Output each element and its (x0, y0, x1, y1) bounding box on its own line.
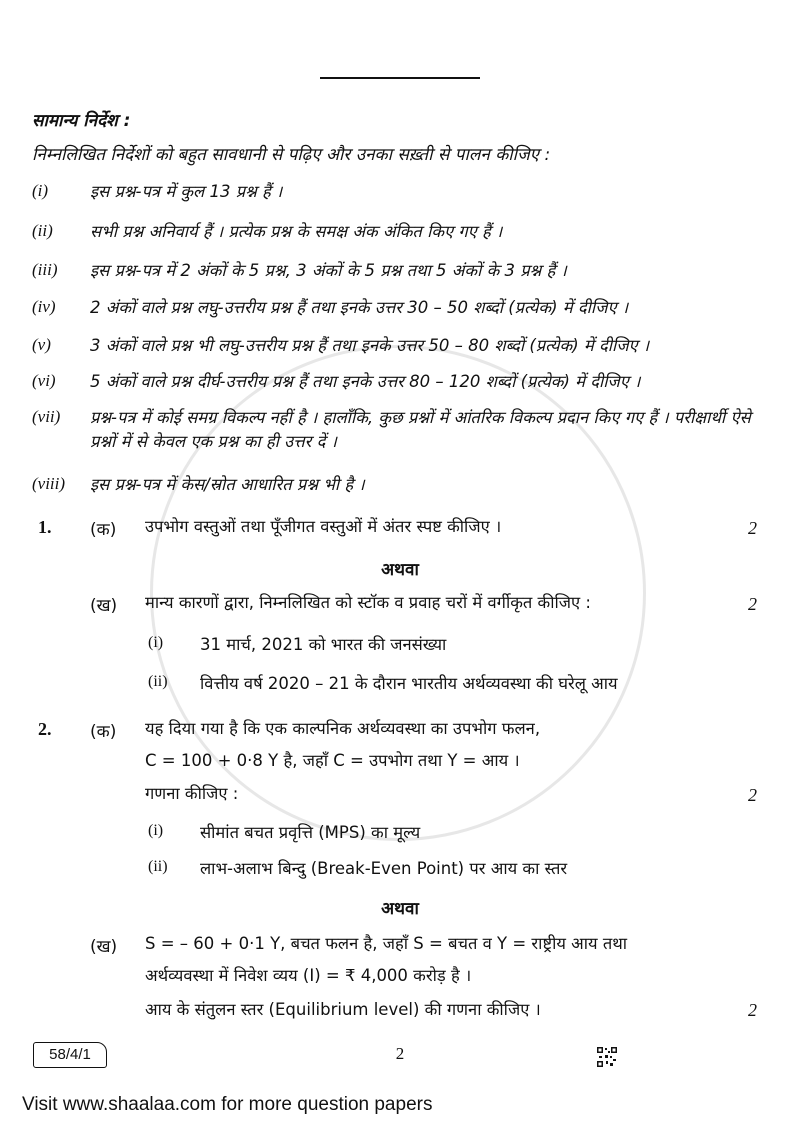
instruction-num: (v) (32, 335, 51, 354)
instruction-num: (iv) (32, 297, 56, 316)
marks: 2 (748, 594, 757, 614)
question-part-label: (ख) (90, 937, 118, 957)
instruction-num: (vi) (32, 371, 56, 390)
question-text: C = 100 + 0·8 Y है, जहाँ C = उपभोग तथा Y = आय । (145, 751, 520, 770)
sub-question-text: वित्तीय वर्ष 2020 – 21 के दौरान भारतीय अर्थव्यवस्था की घरेलू आय (200, 674, 618, 693)
instruction-text: 5 अंकों वाले प्रश्न दीर्घ-उत्तरीय प्रश्न हैं तथा इनके उत्तर 80 – 120 शब्दों (प्रत्येक) में दीजिए । (90, 372, 641, 391)
instruction-text: इस प्रश्न-पत्र में 2 अंकों के 5 प्रश्न, 3 अंकों के 5 प्रश्न तथा 5 अंकों के 3 प्रश्न हैं । (90, 261, 567, 280)
question-part-label: (क) (90, 722, 117, 742)
instruction-num: (i) (32, 181, 49, 200)
instruction-text: इस प्रश्न-पत्र में केस/स्रोत आधारित प्रश्न भी है । (90, 475, 365, 494)
instruction-text: इस प्रश्न-पत्र में कुल 13 प्रश्न हैं । (90, 182, 283, 201)
question-text: उपभोग वस्तुओं तथा पूँजीगत वस्तुओं में अंतर स्पष्ट कीजिए । (145, 517, 502, 536)
question-number: 2. (38, 719, 52, 739)
page-number: 2 (395, 1044, 405, 1063)
instruction-text: 2 अंकों वाले प्रश्न लघु-उत्तरीय प्रश्न हैं तथा इनके उत्तर 30 – 50 शब्दों (प्रत्येक) में दीजिए । (90, 298, 629, 317)
question-part-label: (ख) (90, 596, 118, 616)
sub-question-num: (i) (148, 634, 164, 651)
question-text: S = – 60 + 0·1 Y, बचत फलन है, जहाँ S = बचत व Y = राष्ट्रीय आय तथा (145, 934, 628, 953)
question-text: आय के संतुलन स्तर (Equilibrium level) की गणना कीजिए । (145, 1000, 541, 1019)
instruction-num: (vii) (32, 407, 61, 426)
question-text: गणना कीजिए : (145, 784, 239, 803)
paper-code: 58/4/1 (33, 1042, 107, 1068)
question-number: 1. (38, 517, 52, 537)
sub-question-text: सीमांत बचत प्रवृत्ति (MPS) का मूल्य (200, 823, 421, 842)
instruction-text: प्रश्न-पत्र में कोई समग्र विकल्प नहीं है । हालाँकि, कुछ प्रश्नों में आंतरिक विकल्प प्रदान किए गए हैं । परीक्षार्थी ऐसे प्रश्नों में से केवल एक प्रश्न का ही उत्तर दें । (90, 408, 751, 451)
or-heading: अथवा (381, 899, 419, 919)
or-heading: अथवा (381, 560, 419, 580)
qr-code-icon (596, 1046, 618, 1068)
instruction-text: सभी प्रश्न अनिवार्य हैं । प्रत्येक प्रश्न के समक्ष अंक अंकित किए गए हैं । (90, 222, 503, 241)
marks: 2 (748, 518, 757, 538)
footer-visit-text: Visit www.shaalaa.com for more question papers (22, 1094, 433, 1115)
question-text: यह दिया गया है कि एक काल्पनिक अर्थव्यवस्था का उपभोग फलन, (145, 719, 541, 738)
question-text: मान्य कारणों द्वारा, निम्नलिखित को स्टॉक व प्रवाह चरों में वर्गीकृत कीजिए : (145, 593, 591, 612)
marks: 2 (748, 785, 757, 805)
sub-question-text: लाभ-अलाभ बिन्दु (Break-Even Point) पर आय का स्तर (200, 859, 568, 878)
instruction-num: (viii) (32, 474, 66, 493)
instruction-text: 3 अंकों वाले प्रश्न भी लघु-उत्तरीय प्रश्न हैं तथा इनके उत्तर 50 – 80 शब्दों (प्रत्येक) में दीजिए । (90, 336, 650, 355)
question-part-label: (क) (90, 520, 117, 540)
instruction-num: (iii) (32, 260, 58, 279)
question-text: अर्थव्यवस्था में निवेश व्यय (I) = ₹ 4,000 करोड़ है । (145, 966, 472, 985)
general-instructions-intro: निम्नलिखित निर्देशों को बहुत सावधानी से पढ़िए और उनका सख़्ती से पालन कीजिए : (32, 145, 551, 165)
marks: 2 (748, 1000, 757, 1020)
sub-question-text: 31 मार्च, 2021 को भारत की जनसंख्या (200, 635, 447, 654)
instruction-num: (ii) (32, 221, 53, 240)
sub-question-num: (ii) (148, 673, 168, 690)
top-rule (320, 77, 480, 79)
sub-question-num: (ii) (148, 858, 168, 875)
sub-question-num: (i) (148, 822, 164, 839)
general-instructions-title: सामान्य निर्देश : (32, 111, 131, 131)
